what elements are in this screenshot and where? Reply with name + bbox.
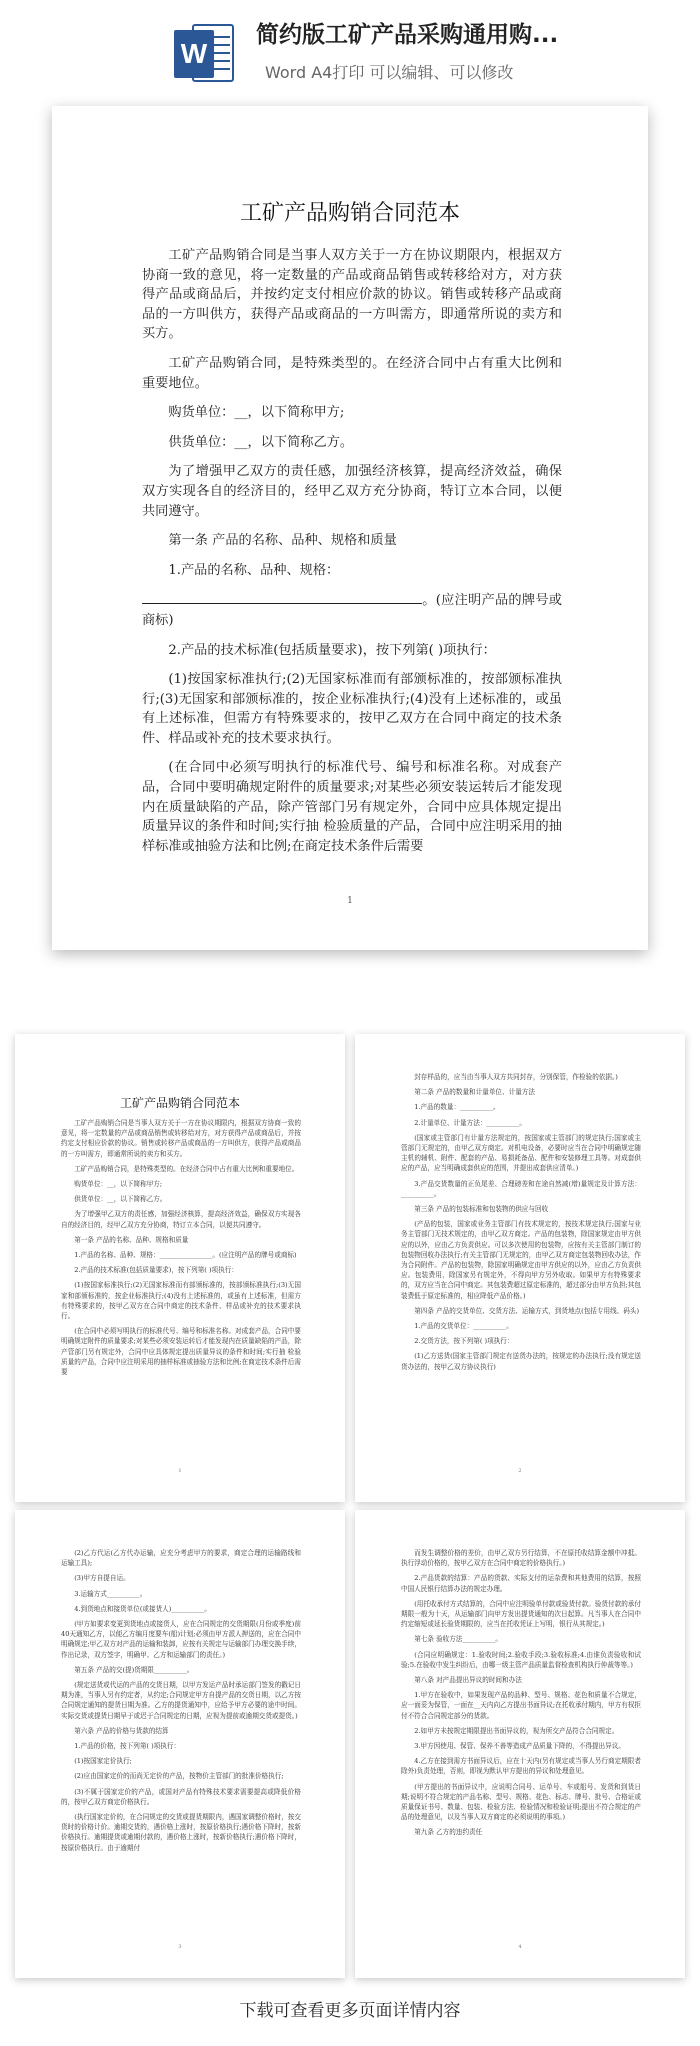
thumbnail-paragraph: 第六条 产品的价格与货款的结算 — [74, 1726, 169, 1735]
thumbnail-paragraph: 第九条 乙方的违约责任 — [414, 1828, 483, 1837]
thumbnail-paragraph: 第五条 产品的交(提)货期限__________。 — [74, 1665, 194, 1674]
contract-body — [142, 246, 562, 866]
paragraph: (1)按国家标准执行;(2)无国家标准而有部颁标准的，按部颁标准执行;(3)无国家和部颁标准的，按企业标准执行;(4)没有上述标准的，或虽有上述标准，但需方有特殊要求的，按甲乙双方在合同中商定的技术条件、样品或补充的技术要求执行。 — [142, 672, 562, 746]
thumbnail-page-number: 4 — [518, 1944, 522, 1950]
thumbnail-paragraph: 为了增强甲乙双方的责任感，加强经济核算，提高经济效益，确保双方实现各自的经济目的，经甲乙双方充分协商，特订立本合同，以便共同遵守。 — [61, 1210, 301, 1229]
thumbnail-paragraph: 第一条 产品的名称、品种、规格和质量 — [74, 1235, 189, 1244]
thumbnail-paragraph: 购货单位：__，以下简称甲方; — [74, 1180, 163, 1189]
word-icon-letter: W — [174, 30, 214, 78]
download-more-link[interactable]: 下载可查看更多页面详情内容 — [239, 2001, 461, 2021]
thumbnail-body — [401, 1072, 641, 1377]
thumbnail-paragraph: 2.计量单位、计量方法：__________。 — [414, 1118, 526, 1127]
thumbnail-page-number: 3 — [178, 1944, 182, 1950]
paragraph: 工矿产品购销合同是当事人双方关于一方在协议期限内，根据双方协商一致的意见，将一定数量的产品或商品销售或转移给对方，对方获得产品或商品后，并按约定支付相应价款的协议。销售或转移产品或商品的一方叫供方，获得产品或商品的一方叫需方，即通常所说的卖方和买方。 — [142, 248, 562, 342]
thumbnail-paragraph: 第二条 产品的数量和计量单位、计量方法 — [414, 1088, 535, 1097]
thumbnail-body — [61, 1548, 301, 1858]
thumbnail-paragraph: (执行国家定价的，在合同规定的交货或提货期限内，遇国家调整价格时，按交货时的价格计价。逾期交货的，遇价格上涨时，按原价格执行;遇价格下降时，按新价格执行。逾期提货或逾期付款的，遇价格上涨时，按新价格执行;遇价格下降时，按原价格执行。由于逾期付 — [61, 1813, 301, 1852]
contract-title: 工矿产品购销合同范本 — [239, 201, 460, 226]
thumbnail-paragraph: (合同应明确规定：1.验收时间;2.验收手段;3.验收标准;4.由谁负责验收和试验;5.在验收中发生纠纷后，由哪一级主管产品质量监督检查机构执行仲裁等等。) — [401, 1650, 641, 1669]
thumbnail-paragraph: (甲方提出的书面异议中，应说明合同号、运单号、车或船号、发货和到货日期;说明不符合规定的产品名称、型号、规格、花色、标志、牌号、批号、合格证或质量保证书号、数量、包装、检验方法、检验情况和检验证明;提出不符合规定的产品的处理意见，以及当事人双方商定的必须说明的事项。) — [401, 1782, 641, 1822]
thumbnail-paragraph: 4.乙方在接到需方书面异议后，应在十天内(另有规定或当事人另行商定期限者除外)负责处理，否则，即视为默认甲方提出的异议和处理意见。 — [401, 1757, 641, 1776]
thumbnail-paragraph: 1.产品的名称、品种、规格：________________。(应注明产品的牌号或商标) — [74, 1251, 297, 1260]
header — [0, 0, 700, 96]
thumbnail-page-number: 1 — [178, 1468, 182, 1474]
document-subtitle: Word A4打印 可以编辑、可以修改 — [265, 63, 514, 82]
thumbnail-page-number: 2 — [518, 1468, 522, 1474]
thumbnail-paragraph: (1)按国家定价执行; — [74, 1757, 132, 1766]
paragraph: 工矿产品购销合同，是特殊类型的。在经济合同中占有重大比例和重要地位。 — [142, 355, 562, 391]
thumbnail-paragraph: (2)乙方代运(乙方代办运输，应充分考虑甲方的要求，商定合理的运输路线和运输工具); — [61, 1549, 301, 1568]
thumbnail-paragraph: (用托收承付方式结算的，合同中应注明验单付款或验货付款。验货付款的承付期限一般为十天，从运输部门向甲方发出提货通知的次日起算。凡当事人在合同中约定缩短或延长验货期限的，应当在托收凭证上写明，银行从其规定。) — [401, 1599, 641, 1629]
thumbnail-paragraph: 供货单位：__，以下简称乙方。 — [74, 1195, 167, 1204]
paragraph: 为了增强甲乙双方的责任感，加强经济核算，提高经济效益，确保双方实现各自的经济目的，经甲乙双方充分协商，特订立本合同，以便共同遵守。 — [142, 464, 562, 519]
thumbnail-paragraph: 3.甲方因使用、保管、保养不善等造成产品质量下降的，不得提出异议。 — [414, 1742, 625, 1751]
thumbnail-paragraph: (规定送货或代运的产品的交货日期，以甲方发运产品时承运部门签发的戳记日期为准，当事人另有约定者，从约定;合同规定甲方自提产品的交货日期，以乙方按合同规定通知的提货日期为准。乙方的提货通知中，应给予甲方必要的途中时间。实际交货或提货日期早于或迟于合同规定的日期，应视为提前或逾期交货或提货。) — [61, 1681, 301, 1720]
thumbnail-paragraph: 2.交货方法，按下列第( )项执行： — [414, 1337, 514, 1346]
thumbnail-paragraph: (国家或主管部门有计量方法规定的，按国家或主管部门的规定执行;国家或主管部门无规定的，由甲乙双方商定。对机电设备，必要时应当在合同中明确规定随主机的辅机、附件、配套的产品、易损耗备品、配件和安装修理工具等。对成套供应的产品，应当明确成套供应的范围，并提出成套供应清单。) — [401, 1133, 641, 1173]
thumbnail-paragraph: 第三条 产品的包装标准和包装物的供应与回收 — [414, 1205, 549, 1214]
fill-line — [142, 590, 562, 630]
thumbnail-paragraph: (3)不属于国家定价的产品，或国对产品有特殊技术要求需要提高或降低价格的，按甲乙双方商定价格执行。 — [61, 1787, 301, 1806]
thumbnail-paragraph: 第四条 产品的交货单位、交货方法、运输方式，到货地点(包括专用线、码头) — [414, 1306, 640, 1315]
thumbnail-body — [401, 1548, 641, 1843]
thumbnail-paragraph: (产品的包装，国家或业务主管部门有技术规定的，按技术规定执行;国家与业务主管部门无技术规定的，由甲乙双方商定。产品的包装物，除国家规定由甲方供应的以外，应由乙方负责供应。可以多次使用的包装物，应按有关主管部门制订的包装物回收办法执行;有关主管部门无规定的，由甲乙双方商定包装物回收办法，作为合同附件。产品的包装物，除国家明确规定由甲方供应的以外，应由乙方负责供应。包装费用，除国家另有规定外，不得向甲方另外收取。如果甲方有特殊要求的，双方应当在合同中商定。其包装费超过原定标准的，超过部分由甲方负担;其包装费低于原定标准的，相应降低产品价格。) — [401, 1220, 641, 1300]
page-thumbnail-4[interactable] — [355, 1510, 685, 1978]
section-heading: 第一条 产品的名称、品种、规格和质量 — [168, 533, 397, 549]
thumbnail-paragraph: 封存样品的，应当由当事人双方共同封存，分别保管，作检验的依据。) — [414, 1073, 618, 1081]
thumbnail-paragraph: 而发生调整价格的差价，由甲乙双方另行结算，不在原托收结算金额中冲抵。执行浮动价格的，按甲乙双方在合同中商定的价格执行。) — [401, 1549, 641, 1568]
thumbnail-paragraph: 2.产品的技术标准(包括质量要求)，按下列第( )项执行： — [74, 1266, 238, 1275]
thumbnail-paragraph: (3)甲方自提自运。 — [74, 1574, 130, 1583]
word-document-icon — [174, 20, 236, 86]
thumbnail-paragraph: 第七条 验收方法__________。 — [414, 1635, 503, 1644]
thumbnail-paragraph: 2.产品货款的结算：产品的货款、实际支付的运杂费和其他费用的结算，按照中国人民银行结算办法的规定办理。 — [401, 1574, 641, 1593]
blank-underline — [142, 590, 422, 604]
thumbnail-paragraph: 1.产品的交货单位：__________。 — [414, 1322, 513, 1331]
paragraph: 供货单位：__，以下简称乙方。 — [168, 434, 354, 450]
thumbnail-paragraph: (1)乙方送货(国家主管部门规定有送货办法的，按规定的办法执行;没有规定送货办法的，按甲乙双方协议执行) — [401, 1352, 641, 1371]
fill-suffix: 。(应注明产品的牌号或商标) — [142, 593, 562, 628]
thumbnail-paragraph: 工矿产品购销合同是当事人双方关于一方在协议期限内，根据双方协商一致的意见，将一定数量的产品或商品销售或转移给对方，对方获得产品或商品后，并按约定支付相应价款的协议。销售或转移产品或商品的一方叫供方，获得产品或商品的一方叫需方，即通常所说的卖方和买方。 — [61, 1119, 301, 1158]
page-number: 1 — [347, 896, 353, 906]
paragraph: 1.产品的名称、品种、规格： — [168, 562, 340, 578]
page-thumbnail-3[interactable] — [15, 1510, 345, 1978]
thumbnail-body — [61, 1118, 301, 1382]
paragraph: 购货单位：__，以下简称甲方; — [168, 405, 345, 421]
thumbnail-paragraph: 4.到货地点和接货单位(或接货人)__________。 — [74, 1604, 211, 1613]
thumbnail-paragraph: 第八条 对产品提出异议的时间和办法 — [414, 1676, 522, 1685]
thumbnail-paragraph: 工矿产品购销合同，是特殊类型的。在经济合同中占有重大比例和重要地位。 — [74, 1164, 299, 1173]
thumbnail-paragraph: (2)应由国家定价的而尚无定价的产品，按物价主管部门的批准价格执行; — [74, 1772, 284, 1781]
thumbnail-paragraph: (在合同中必须写明执行的标准代号、编号和标准名称。对成套产品，合同中要明确规定附件的质量要求;对某些必须安装运转后才能发现内在质量缺陷的产品，除产管部门另有规定外，合同中应具体规定提出质量异议的条件和时间;实行抽 检验质量的产品，合同中应注明采用的抽样标准或抽验方法和比例;在商定技术条件后需要 — [61, 1327, 301, 1377]
thumbnail-paragraph: (甲方如要求变更到货地点或接货人，应在合同规定的交货期限(月份或季度)前40天通知乙方，以便乙方编月度要车(船)计划;必须由甲方派人押送的，应在合同中明确规定;甲乙双方对产品的运输和装卸，应按有关规定与运输部门办理交换手续，作出记录，双方签字，明确甲、乙方和运输部门的责任。) — [61, 1620, 301, 1659]
page-thumbnail-2[interactable] — [355, 1034, 685, 1502]
paragraph: 2.产品的技术标准(包括质量要求)，按下列第( )项执行： — [168, 642, 496, 658]
thumbnail-paragraph: 1.产品的数量：__________。 — [414, 1103, 500, 1112]
document-title: 简约版工矿产品采购通用购... — [256, 22, 559, 48]
paragraph: (在合同中必须写明执行的标准代号、编号和标准名称。对成套产品，合同中要明确规定附件的质量要求;对某些必须安装运转后才能发现内在质量缺陷的产品，除产管部门另有规定外，合同中应具体规定提出质量异议的条件和时间;实行抽 检验质量的产品，合同中应注明采用的抽样标准或抽验方法和比例;在商定技术条件后需要 — [142, 760, 562, 854]
thumbnail-paragraph: 3.运输方式__________。 — [74, 1589, 147, 1598]
thumbnail-paragraph: 1.产品的价格，按下列第( )项执行： — [74, 1742, 181, 1751]
thumbnail-title: 工矿产品购销合同范本 — [119, 1096, 240, 1110]
page-thumbnail-1[interactable] — [15, 1034, 345, 1502]
thumbnail-paragraph: 2.如甲方未按规定期限提出书面异议的，视为所交产品符合合同规定。 — [414, 1726, 619, 1735]
main-page-preview[interactable] — [52, 106, 648, 950]
thumbnail-paragraph: 1.甲方在验收中，如果发现产品的品种、型号、规格、花色和质量不合规定，应一面妥为保管，一面在__天内向乙方提出书面异议;在托收承付期内，甲方有权拒付不符合合同规定部分的货款。 — [401, 1691, 641, 1720]
thumbnail-paragraph: (1)按国家标准执行;(2)无国家标准而有部颁标准的，按部颁标准执行;(3)无国家和部颁标准的，按企业标准执行;(4)没有上述标准的，或虽有上述标准，但需方有特殊要求的，按甲乙双方在合同中商定的技术条件、样品或补充的技术要求执行。 — [61, 1281, 301, 1321]
thumbnail-paragraph: 3.产品交货数量的正负尾差、合理磅差和在途自然减(增)量规定及计算方法：__________。 — [401, 1179, 641, 1198]
